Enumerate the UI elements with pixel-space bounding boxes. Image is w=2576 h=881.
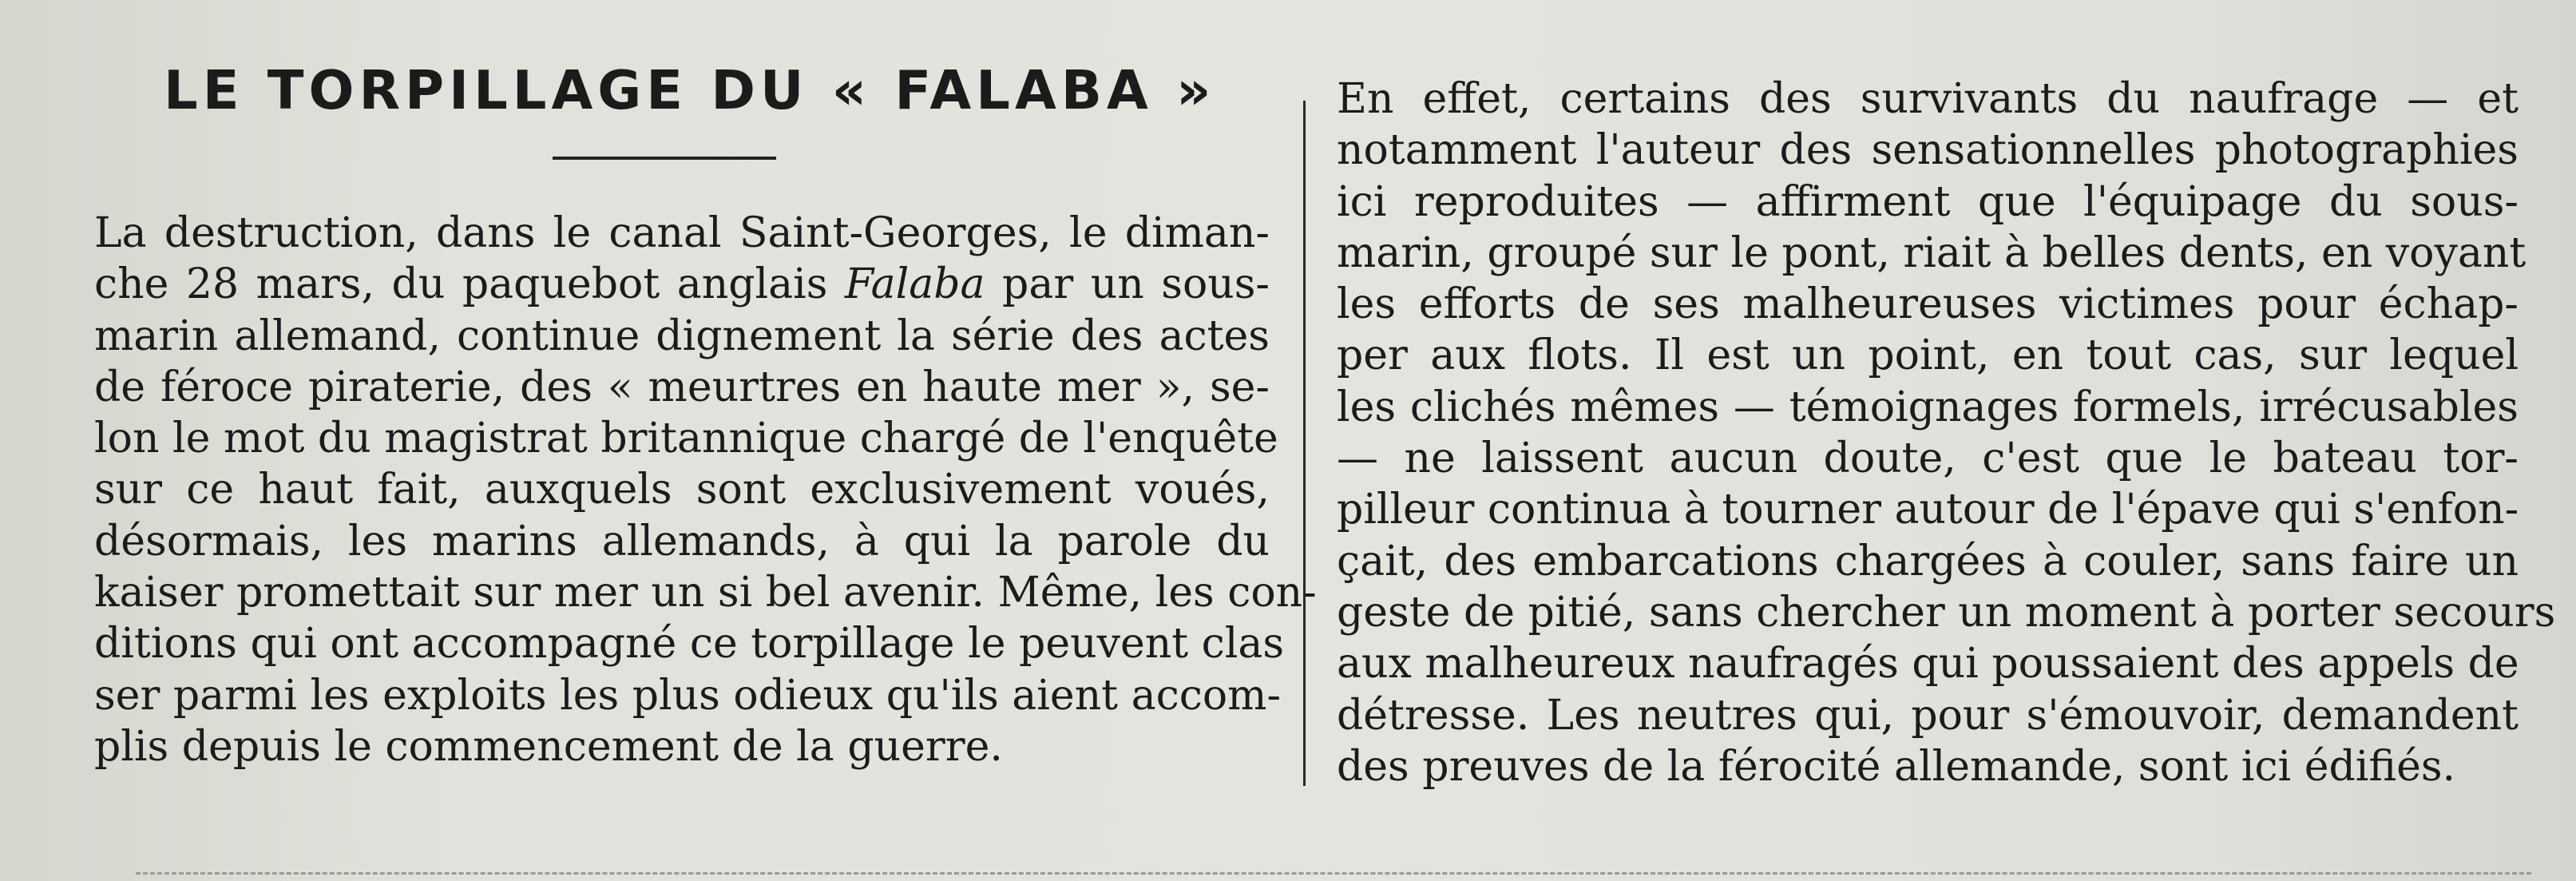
left-line-4: de féroce piraterie, des « meurtres en haute mer », se- [94, 363, 1270, 411]
left-line-9: ditions qui ont accompagné ce torpillage le peuvent clas [94, 620, 1285, 669]
right-line-11: geste de pitié, sans chercher un moment à porter secours [1337, 588, 2556, 637]
left-line-1: La destruction, dans le canal Saint-Georges, le diman- [94, 209, 1270, 257]
right-line-2: notamment l'auteur des sensationnelles photographies [1337, 126, 2519, 175]
right-line-12: aux malheureux naufragés qui poussaient des appels de [1337, 640, 2519, 689]
right-line-4: marin, groupé sur le pont, riait à belles dents, en voyant [1337, 228, 2526, 277]
left-line-3: marin allemand, continue dignement la série des actes [94, 312, 1270, 360]
left-line-6: sur ce haut fait, auxquels sont exclusivement voués, [94, 466, 1270, 514]
left-line-7: désormais, les marins allemands, à qui la parole du [94, 517, 1270, 566]
left-line-5: lon le mot du magistrat britannique chargé de l'enquête [94, 415, 1278, 463]
left-line-2-tail: par un sous- [985, 260, 1270, 309]
left-line-10: ser parmi les exploits les plus odieux qu'ils aient accom- [94, 671, 1282, 720]
right-line-3: ici reproduites — affirment que l'équipage du sous- [1337, 177, 2519, 226]
bottom-rule [136, 872, 2531, 875]
right-line-10: çait, des embarcations chargées à couler, sans faire un [1337, 537, 2519, 585]
right-line-14: des preuves de la férocité allemande, sont ici édifiés. [1337, 742, 2456, 791]
article-title: LE TORPILLAGE DU « FALABA » [164, 59, 1216, 121]
right-line-7: les clichés mêmes — témoignages formels, irrécusables [1337, 383, 2519, 431]
right-line-8: — ne laissent aucun doute, c'est que le bateau tor- [1337, 435, 2519, 483]
left-line-8: kaiser promettait sur mer un si bel avenir. Même, les con- [94, 569, 1317, 617]
right-line-9: pilleur continua à tourner autour de l'épave qui s'enfon- [1337, 486, 2519, 534]
right-line-13: détresse. Les neutres qui, pour s'émouvoir, demandent [1337, 691, 2519, 740]
left-line-2 [94, 259, 1270, 310]
left-line-11: plis depuis le commencement de la guerre. [94, 722, 1003, 771]
left-line-2-head: che 28 mars, du paquebot anglais [94, 260, 846, 309]
right-line-5: les efforts de ses malheureuses victimes pour échap- [1337, 280, 2519, 329]
left-column [94, 208, 1317, 772]
right-line-1: En effet, certains des survivants du naufrage — et [1337, 75, 2519, 123]
right-line-6: per aux flots. Il est un point, en tout cas, sur lequel [1337, 331, 2519, 380]
title-underline [553, 157, 776, 160]
ship-name: Falaba [845, 260, 985, 309]
column-divider [1303, 101, 1306, 786]
right-column [1337, 73, 2556, 792]
